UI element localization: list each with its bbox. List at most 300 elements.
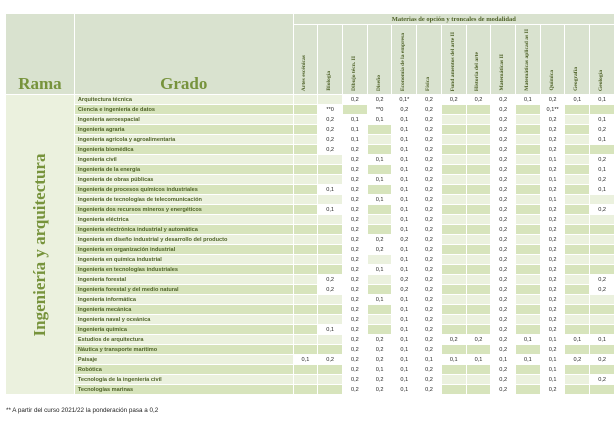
value-cell: [441, 255, 466, 265]
footnote: ** A partir del curso 2021/22 la ponderación pasa a 0,2: [6, 407, 159, 414]
value-cell: 0,2: [343, 175, 368, 185]
value-cell: [293, 335, 318, 345]
value-cell: 0,2: [417, 165, 442, 175]
value-cell: 0,2: [491, 95, 516, 105]
grado-cell: Ingeniería en tecnologías industriales: [74, 265, 293, 275]
value-cell: 0,2: [318, 275, 343, 285]
value-cell: 0,2: [491, 135, 516, 145]
value-cell: 0,2: [417, 95, 442, 105]
value-cell: 0,2: [367, 385, 392, 395]
subject-label: Matemáticas aplicad as II: [523, 29, 530, 91]
value-cell: 0,1: [318, 205, 343, 215]
value-cell: [441, 305, 466, 315]
value-cell: [466, 315, 491, 325]
value-cell: [590, 245, 615, 255]
value-cell: [466, 375, 491, 385]
value-cell: 0,2: [417, 315, 442, 325]
value-cell: [441, 365, 466, 375]
value-cell: [367, 285, 392, 295]
value-cell: [367, 165, 392, 175]
value-cell: [590, 365, 615, 375]
value-cell: 0,2: [343, 325, 368, 335]
value-cell: [516, 315, 541, 325]
value-cell: [565, 315, 590, 325]
value-cell: 0,2: [417, 265, 442, 275]
value-cell: 0,1: [392, 335, 417, 345]
table-body: [6, 95, 615, 395]
value-cell: 0,1: [540, 155, 565, 165]
value-cell: [590, 235, 615, 245]
table-row: [6, 155, 615, 165]
value-cell: 0,2: [441, 335, 466, 345]
value-cell: 0,1: [392, 315, 417, 325]
table-row: [6, 95, 615, 105]
subject-label: Geografía: [573, 67, 580, 91]
grado-cell: Estudios de arquitectura: [74, 335, 293, 345]
value-cell: 0,2: [318, 125, 343, 135]
value-cell: 0,2: [343, 345, 368, 355]
value-cell: 0,2: [540, 255, 565, 265]
value-cell: 0,2: [318, 285, 343, 295]
value-cell: 0,2: [417, 175, 442, 185]
value-cell: [590, 195, 615, 205]
grado-cell: Paisaje: [74, 355, 293, 365]
ponderaciones-table-container: [5, 13, 615, 395]
value-cell: [466, 265, 491, 275]
value-cell: [318, 345, 343, 355]
grado-cell: Ingeniería de obras públicas: [74, 175, 293, 185]
value-cell: 0,2: [417, 335, 442, 345]
table-row: [6, 365, 615, 375]
value-cell: 0,2: [590, 125, 615, 135]
value-cell: 0,1: [565, 95, 590, 105]
value-cell: [590, 265, 615, 275]
value-cell: 0,2: [343, 305, 368, 315]
value-cell: 0,2: [491, 305, 516, 315]
value-cell: [441, 385, 466, 395]
value-cell: 0,1: [392, 355, 417, 365]
value-cell: [590, 325, 615, 335]
value-cell: [565, 115, 590, 125]
value-cell: 0,2: [590, 285, 615, 295]
value-cell: [516, 275, 541, 285]
value-cell: 0,2: [343, 165, 368, 175]
value-cell: [466, 275, 491, 285]
value-cell: 0,2: [491, 325, 516, 335]
value-cell: 0,2: [540, 225, 565, 235]
rama-cell: [6, 95, 75, 395]
value-cell: 0,2: [343, 335, 368, 345]
value-cell: 0,2: [343, 205, 368, 215]
value-cell: 0,2: [491, 265, 516, 275]
grado-cell: Ingeniería en diseño industrial y desarrollo del producto: [74, 235, 293, 245]
subject-label: Artes escénicas: [301, 54, 308, 91]
value-cell: [441, 275, 466, 285]
value-cell: [590, 105, 615, 115]
value-cell: 0,1: [367, 195, 392, 205]
value-cell: [590, 215, 615, 225]
subject-header: [417, 25, 442, 95]
value-cell: 0,2: [491, 345, 516, 355]
subject-label: Física: [425, 77, 432, 91]
value-cell: 0,2: [367, 345, 392, 355]
value-cell: 0,2: [417, 155, 442, 165]
value-cell: [318, 195, 343, 205]
value-cell: [466, 285, 491, 295]
value-cell: [565, 265, 590, 275]
value-cell: 0,2: [590, 375, 615, 385]
grado-cell: Ingeniería de la energía: [74, 165, 293, 175]
value-cell: [565, 365, 590, 375]
value-cell: [441, 125, 466, 135]
value-cell: [466, 105, 491, 115]
value-cell: 0,2: [491, 385, 516, 395]
value-cell: [367, 205, 392, 215]
value-cell: [441, 205, 466, 215]
value-cell: 0,2: [417, 205, 442, 215]
value-cell: 0,1: [392, 265, 417, 275]
value-cell: 0,2: [540, 185, 565, 195]
value-cell: [441, 185, 466, 195]
value-cell: [466, 135, 491, 145]
value-cell: 0,1*: [392, 95, 417, 105]
value-cell: 0,2: [540, 325, 565, 335]
value-cell: [516, 265, 541, 275]
value-cell: [590, 345, 615, 355]
value-cell: [565, 135, 590, 145]
value-cell: [367, 215, 392, 225]
value-cell: [293, 165, 318, 175]
value-cell: [565, 255, 590, 265]
value-cell: 0,2: [491, 195, 516, 205]
value-cell: 0,1: [392, 175, 417, 185]
grado-cell: Tecnología de la ingeniería civil: [74, 375, 293, 385]
value-cell: 0,1: [590, 165, 615, 175]
value-cell: [293, 195, 318, 205]
value-cell: 0,1: [540, 175, 565, 185]
value-cell: [318, 245, 343, 255]
table-row: [6, 135, 615, 145]
value-cell: [565, 245, 590, 255]
value-cell: [466, 295, 491, 305]
value-cell: 0,2: [491, 255, 516, 265]
value-cell: 0,2: [343, 285, 368, 295]
value-cell: 0,2: [318, 355, 343, 365]
value-cell: 0,2: [491, 235, 516, 245]
value-cell: 0,2: [491, 155, 516, 165]
value-cell: [516, 185, 541, 195]
value-cell: 0,2: [417, 345, 442, 355]
table-row: [6, 235, 615, 245]
value-cell: [441, 195, 466, 205]
value-cell: 0,1: [590, 335, 615, 345]
value-cell: 0,2: [540, 285, 565, 295]
value-cell: 0,2: [540, 275, 565, 285]
table-row: [6, 325, 615, 335]
table-row: [6, 355, 615, 365]
value-cell: [466, 255, 491, 265]
value-cell: [318, 255, 343, 265]
table-row: [6, 265, 615, 275]
value-cell: [565, 285, 590, 295]
value-cell: 0,1: [590, 135, 615, 145]
value-cell: 0,2: [318, 115, 343, 125]
value-cell: 0,2: [491, 295, 516, 305]
value-cell: [293, 135, 318, 145]
value-cell: [466, 365, 491, 375]
value-cell: 0,2: [343, 145, 368, 155]
subject-label: Dibujo técn. II: [350, 56, 357, 91]
value-cell: [293, 365, 318, 375]
value-cell: 0,2: [491, 225, 516, 235]
value-cell: 0,2: [392, 285, 417, 295]
value-cell: 0,2: [318, 145, 343, 155]
value-cell: 0,2: [367, 375, 392, 385]
value-cell: [466, 195, 491, 205]
value-cell: 0,1: [540, 335, 565, 345]
value-cell: [318, 305, 343, 315]
value-cell: 0,2: [590, 275, 615, 285]
table-row: [6, 165, 615, 175]
value-cell: [293, 105, 318, 115]
value-cell: 0,2: [466, 335, 491, 345]
value-cell: 0,2: [417, 275, 442, 285]
value-cell: [565, 165, 590, 175]
value-cell: 0,1: [392, 385, 417, 395]
value-cell: [441, 375, 466, 385]
value-cell: [565, 205, 590, 215]
value-cell: 0,2: [417, 215, 442, 225]
subject-header: [441, 25, 466, 95]
value-cell: [466, 325, 491, 335]
value-cell: 0,1: [392, 125, 417, 135]
table-row: [6, 285, 615, 295]
value-cell: 0,2: [367, 235, 392, 245]
value-cell: [441, 315, 466, 325]
value-cell: 0,2: [441, 95, 466, 105]
value-cell: 0,2: [565, 355, 590, 365]
value-cell: 0,1: [417, 355, 442, 365]
value-cell: 0,2: [343, 255, 368, 265]
value-cell: [293, 375, 318, 385]
value-cell: 0,1: [491, 355, 516, 365]
grado-cell: Ingeniería civil: [74, 155, 293, 165]
value-cell: [318, 295, 343, 305]
subject-header: [318, 25, 343, 95]
value-cell: [565, 235, 590, 245]
value-cell: 0,2: [590, 175, 615, 185]
value-cell: [441, 175, 466, 185]
table-row: [6, 115, 615, 125]
value-cell: 0,1: [392, 165, 417, 175]
value-cell: 0,2: [491, 205, 516, 215]
value-cell: [343, 105, 368, 115]
value-cell: [466, 235, 491, 245]
value-cell: 0,1: [367, 365, 392, 375]
value-cell: 0,1: [367, 175, 392, 185]
value-cell: 0,2: [343, 235, 368, 245]
value-cell: 0,2: [343, 155, 368, 165]
value-cell: 0,2: [540, 305, 565, 315]
value-cell: 0,2: [491, 115, 516, 125]
value-cell: [367, 315, 392, 325]
value-cell: 0,2: [367, 355, 392, 365]
value-cell: 0,2: [491, 365, 516, 375]
value-cell: [516, 195, 541, 205]
value-cell: 0,2: [590, 205, 615, 215]
value-cell: [466, 215, 491, 225]
value-cell: 0,1: [392, 365, 417, 375]
value-cell: [441, 115, 466, 125]
value-cell: [293, 125, 318, 135]
materias-header: Materias de opción y troncales de modalidad: [293, 14, 614, 25]
value-cell: [293, 225, 318, 235]
value-cell: 0,1: [590, 95, 615, 105]
value-cell: 0,1: [392, 115, 417, 125]
subject-label: Historia del arte: [474, 51, 481, 91]
subject-header: [392, 25, 417, 95]
grado-cell: Ingeniería aeroespacial: [74, 115, 293, 125]
value-cell: 0,2: [417, 135, 442, 145]
value-cell: [516, 105, 541, 115]
value-cell: [516, 175, 541, 185]
subject-header: [367, 25, 392, 95]
value-cell: [441, 325, 466, 335]
value-cell: [293, 275, 318, 285]
value-cell: [293, 115, 318, 125]
grado-cell: Ingeniería electrónica industrial y automática: [74, 225, 293, 235]
value-cell: [367, 305, 392, 315]
value-cell: 0,1: [293, 355, 318, 365]
value-cell: [466, 125, 491, 135]
value-cell: 0,2: [417, 125, 442, 135]
value-cell: **0: [367, 105, 392, 115]
value-cell: 0,2: [318, 135, 343, 145]
grado-cell: Ingeniería naval y oceánica: [74, 315, 293, 325]
value-cell: 0,2: [491, 245, 516, 255]
value-cell: [318, 335, 343, 345]
value-cell: 0,1: [318, 325, 343, 335]
value-cell: 0,2: [417, 195, 442, 205]
subject-label: Economía de la empresa: [400, 32, 407, 91]
table-row: [6, 215, 615, 225]
value-cell: 0,1: [540, 195, 565, 205]
value-cell: 0,1: [343, 135, 368, 145]
value-cell: 0,2: [540, 315, 565, 325]
value-cell: 0,1: [565, 335, 590, 345]
value-cell: [516, 235, 541, 245]
value-cell: [565, 345, 590, 355]
value-cell: [441, 155, 466, 165]
value-cell: [367, 275, 392, 285]
value-cell: [516, 345, 541, 355]
subject-label: Geología: [598, 69, 605, 91]
value-cell: 0,2: [417, 295, 442, 305]
value-cell: [318, 175, 343, 185]
value-cell: [590, 385, 615, 395]
value-cell: 0,2: [417, 105, 442, 115]
value-cell: 0,2: [343, 355, 368, 365]
value-cell: [293, 245, 318, 255]
value-cell: 0,2: [417, 375, 442, 385]
value-cell: [565, 185, 590, 195]
value-cell: 0,2: [491, 175, 516, 185]
value-cell: [293, 385, 318, 395]
table-row: [6, 345, 615, 355]
table-row: [6, 255, 615, 265]
subject-header: [466, 25, 491, 95]
value-cell: 0,2: [491, 315, 516, 325]
value-cell: 0,2: [491, 125, 516, 135]
grado-cell: Ingeniería informática: [74, 295, 293, 305]
value-cell: [466, 155, 491, 165]
value-cell: 0,2: [540, 135, 565, 145]
value-cell: [318, 215, 343, 225]
value-cell: [565, 195, 590, 205]
table-row: [6, 205, 615, 215]
value-cell: 0,2: [540, 245, 565, 255]
value-cell: [293, 255, 318, 265]
value-cell: 0,1: [343, 125, 368, 135]
value-cell: 0,2: [417, 285, 442, 295]
table-row: [6, 145, 615, 155]
value-cell: [565, 225, 590, 235]
value-cell: 0,1: [392, 185, 417, 195]
value-cell: [441, 225, 466, 235]
value-cell: 0,2: [343, 375, 368, 385]
value-cell: 0,2: [417, 305, 442, 315]
value-cell: 0,2: [392, 275, 417, 285]
value-cell: 0,2: [417, 325, 442, 335]
grado-cell: Ingeniería mecánica: [74, 305, 293, 315]
value-cell: 0,2: [417, 115, 442, 125]
value-cell: [293, 345, 318, 355]
value-cell: [466, 305, 491, 315]
value-cell: 0,2: [540, 205, 565, 215]
value-cell: [516, 375, 541, 385]
grado-cell: Robótica: [74, 365, 293, 375]
value-cell: [441, 145, 466, 155]
value-cell: [293, 285, 318, 295]
value-cell: [293, 265, 318, 275]
value-cell: [293, 305, 318, 315]
grado-cell: Náutica y transporte marítimo: [74, 345, 293, 355]
value-cell: 0,2: [466, 95, 491, 105]
value-cell: [516, 285, 541, 295]
value-cell: 0,2: [343, 365, 368, 375]
value-cell: 0,2: [417, 365, 442, 375]
grado-cell: Ingeniería agrícola y agroalimentaria: [74, 135, 293, 145]
value-cell: [516, 115, 541, 125]
value-cell: [516, 215, 541, 225]
value-cell: [367, 225, 392, 235]
value-cell: 0,1: [343, 115, 368, 125]
value-cell: 0,2: [343, 225, 368, 235]
value-cell: [441, 215, 466, 225]
grado-cell: Ciencia e ingeniería de datos: [74, 105, 293, 115]
value-cell: 0,2: [417, 385, 442, 395]
value-cell: 0,1: [367, 115, 392, 125]
value-cell: [318, 385, 343, 395]
table-row: [6, 375, 615, 385]
value-cell: [318, 235, 343, 245]
value-cell: 0,2: [343, 245, 368, 255]
value-cell: 0,2: [540, 165, 565, 175]
subject-header: [343, 25, 368, 95]
subject-header: [293, 25, 318, 95]
value-cell: 0,1: [392, 145, 417, 155]
value-cell: [565, 125, 590, 135]
